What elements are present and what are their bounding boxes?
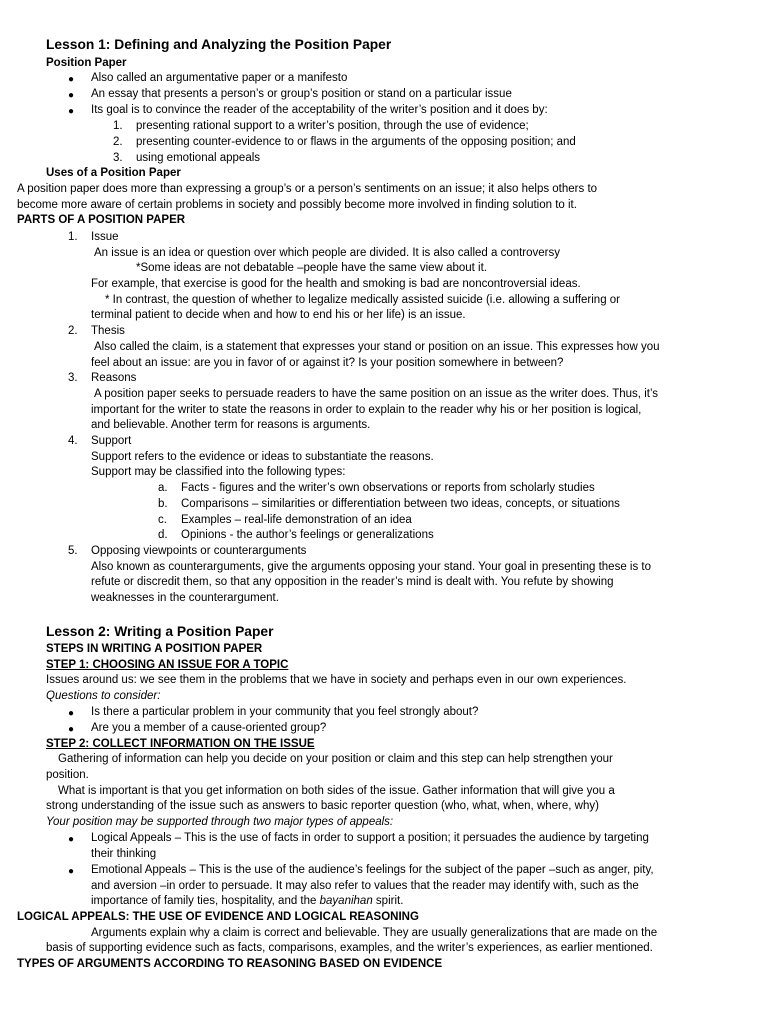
bullet-icon: ● <box>68 708 75 719</box>
paragraph-line: position. <box>46 769 89 781</box>
italic-term: bayanihan <box>319 895 373 907</box>
list-number: 1. <box>113 120 123 132</box>
paragraph-line: A position paper seeks to persuade readers to have the same position on an issue as the writer does. Thus, it’s <box>94 388 659 400</box>
paragraph-line: Issues around us: we see them in the problems that we have in society and perhaps even in our own experiences. <box>46 674 627 686</box>
list-letter: b. <box>158 498 168 510</box>
list-item: Facts - figures and the writer’s own observations or reports from scholarly studies <box>181 482 595 494</box>
text-run: spirit. <box>375 895 404 907</box>
paragraph-line: weaknesses in the counterargument. <box>91 592 279 604</box>
list-number: 3. <box>68 372 78 384</box>
paragraph-line: Also known as counterarguments, give the arguments opposing your stand. Your goal in presenting these is to <box>91 561 652 573</box>
bullet-icon: ● <box>68 724 75 735</box>
list-item: Are you a member of a cause-oriented group? <box>91 722 327 734</box>
bullet-icon: ● <box>68 834 75 845</box>
paragraph-line: Support may be classified into the following types: <box>91 466 346 478</box>
list-item: presenting rational support to a writer’s position, through the use of evidence; <box>136 120 529 132</box>
paragraph-line: A position paper does more than expressing a group’s or a person’s sentiments on an issue; it also helps others to <box>17 183 598 195</box>
list-item: An essay that presents a person’s or group’s position or stand on a particular issue <box>91 88 512 100</box>
paragraph-line: An issue is an idea or question over which people are divided. It is also called a controversy <box>94 247 561 259</box>
paragraph-line: refute or discredit them, so that any opposition in the reader’s mind is dealt with. You refute by showing <box>91 576 614 588</box>
logical-appeals-heading: LOGICAL APPEALS: THE USE OF EVIDENCE AND LOGICAL REASONING <box>17 911 419 923</box>
list-letter: c. <box>158 514 167 526</box>
list-item: Emotional Appeals – This is the use of the audience’s feelings for the subject of the paper –such as anger, pity, <box>91 864 654 876</box>
list-item: and aversion –in order to persuade. It may also refer to values that the reader may identify with, such as the <box>91 880 639 892</box>
part-title: Opposing viewpoints or counterarguments <box>91 545 307 557</box>
list-item: Examples – real-life demonstration of an idea <box>181 514 412 526</box>
position-paper-heading: Position Paper <box>46 57 127 69</box>
paragraph-line: Arguments explain why a claim is correct and believable. They are usually generalizations that are made on the <box>91 927 658 939</box>
list-item: using emotional appeals <box>136 152 261 164</box>
bullet-icon: ● <box>68 866 75 877</box>
list-item: Its goal is to convince the reader of the acceptability of the writer’s position and it does by: <box>91 104 548 116</box>
part-title: Thesis <box>91 325 125 337</box>
paragraph-line: Also called the claim, is a statement that expresses your stand or position on an issue. This expresses how you <box>94 341 660 353</box>
list-number: 2. <box>113 136 123 148</box>
list-number: 2. <box>68 325 78 337</box>
list-item: Also called an argumentative paper or a manifesto <box>91 72 348 84</box>
paragraph-line: and believable. Another term for reasons is arguments. <box>91 419 371 431</box>
list-number: 5. <box>68 545 78 557</box>
paragraph-line: Gathering of information can help you decide on your position or claim and this step can help strengthen your <box>58 753 613 765</box>
paragraph-line: *Some ideas are not debatable –people have the same view about it. <box>136 262 487 274</box>
part-title: Issue <box>91 231 119 243</box>
step-1-heading: STEP 1: CHOOSING AN ISSUE FOR A TOPIC <box>46 659 289 671</box>
paragraph-line: What is important is that you get information on both sides of the issue. Gather information that will give you a <box>58 785 615 797</box>
list-item <box>91 894 403 910</box>
paragraph-line: basis of supporting evidence such as facts, comparisons, examples, and the writer’s experiences, as earlier mentioned. <box>46 942 653 954</box>
part-title: Support <box>91 435 132 447</box>
part-title: Reasons <box>91 372 137 384</box>
uses-heading: Uses of a Position Paper <box>46 167 181 179</box>
paragraph-line: For example, that exercise is good for the health and smoking is bad are noncontroversial ideas. <box>91 278 581 290</box>
bullet-icon: ● <box>68 106 75 117</box>
list-item: Comparisons – similarities or differentiation between two ideas, concepts, or situations <box>181 498 620 510</box>
steps-heading: STEPS IN WRITING A POSITION PAPER <box>46 643 263 655</box>
list-number: 4. <box>68 435 78 447</box>
bullet-icon: ● <box>68 90 75 101</box>
paragraph-line: strong understanding of the issue such as answers to basic reporter question (who, what, when, where, why) <box>46 800 599 812</box>
list-item: their thinking <box>91 848 157 860</box>
bullet-icon: ● <box>68 74 75 85</box>
list-item: Opinions - the author’s feelings or generalizations <box>181 529 434 541</box>
types-of-arguments-heading: TYPES OF ARGUMENTS ACCORDING TO REASONING BASED ON EVIDENCE <box>17 958 443 970</box>
paragraph-line: terminal patient to decide when and how to end his or her life) is an issue. <box>91 309 466 321</box>
list-number: 3. <box>113 152 123 164</box>
text-run: importance of family ties, hospitality, and the <box>91 895 317 907</box>
appeals-label: Your position may be supported through two major types of appeals: <box>46 816 394 828</box>
list-item: presenting counter-evidence to or flaws in the arguments of the opposing position; and <box>136 136 576 148</box>
list-letter: d. <box>158 529 168 541</box>
list-letter: a. <box>158 482 168 494</box>
paragraph-line: become more aware of certain problems in society and possibly become more involved in finding solution to it. <box>17 199 577 211</box>
paragraph-line: Support refers to the evidence or ideas to substantiate the reasons. <box>91 451 434 463</box>
list-number: 1. <box>68 231 78 243</box>
list-item: Logical Appeals – This is the use of facts in order to support a position; it persuades the audience by targeting <box>91 832 649 844</box>
paragraph-line: important for the writer to state the reasons in order to explain to the reader why his or her position is logical, <box>91 404 642 416</box>
lesson-2-title: Lesson 2: Writing a Position Paper <box>46 624 274 639</box>
questions-label: Questions to consider: <box>46 690 161 702</box>
parts-heading: PARTS OF A POSITION PAPER <box>17 214 186 226</box>
lesson-1-title: Lesson 1: Defining and Analyzing the Position Paper <box>46 37 392 52</box>
step-2-heading: STEP 2: COLLECT INFORMATION ON THE ISSUE <box>46 738 315 750</box>
paragraph-line: * In contrast, the question of whether to legalize medically assisted suicide (i.e. allowing a suffering or <box>105 294 621 306</box>
list-item: Is there a particular problem in your community that you feel strongly about? <box>91 706 479 718</box>
paragraph-line: feel about an issue: are you in favor of or against it? Is your position somewhere in between? <box>91 357 564 369</box>
